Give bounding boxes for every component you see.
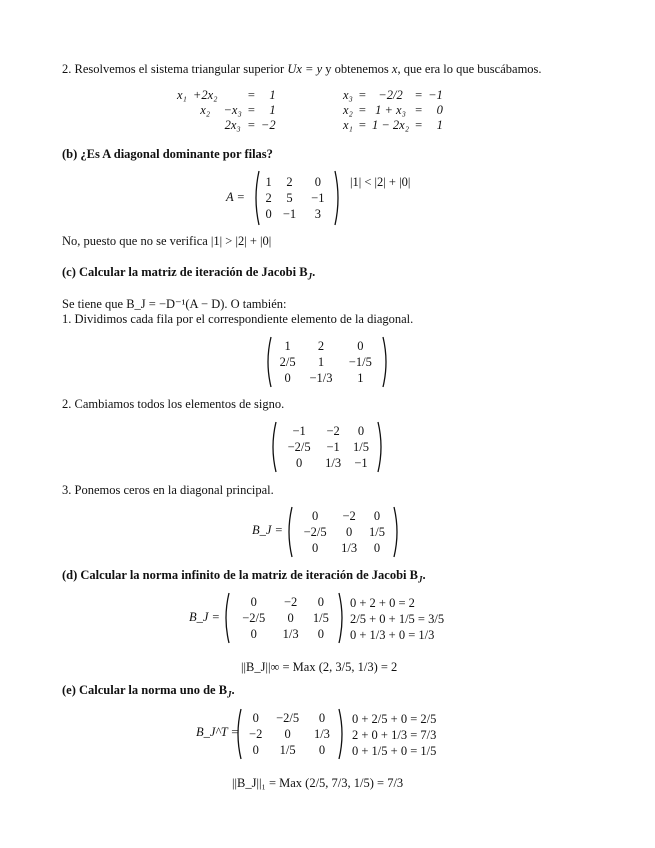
matrix-bjt-entry: −2/5 [276,710,300,725]
col-sum-3: 0 + 1/5 + 0 = 1/5 [352,744,437,758]
system-right-cell: 0 [436,103,443,117]
row-sum-2: 2/5 + 0 + 1/5 = 3/5 [350,612,445,626]
matrix-a-row [262,190,332,206]
step2-mid: y obtenemos [325,62,389,76]
matrix-negated-right-paren [377,421,385,473]
step2-tail: , que era lo que buscábamos. [397,62,542,76]
matrix-divided-row [274,338,380,354]
matrix-divided-entry: 1 [357,370,364,385]
matrix-negated-left-paren [269,421,277,473]
system-right-cell: 1 [436,118,443,132]
section-e-heading: (e) Calcular la norma uno de $B_J$. [62,683,235,700]
matrix-negated-row [279,423,375,439]
system-left-cell: 1 [269,103,276,117]
matrix-a-cells [262,174,332,222]
matrix-bjt-row [244,742,336,758]
system-right-cell: = [358,88,366,102]
matrix-negated-entry: −1 [326,439,340,454]
matrix-a-entry: 3 [314,206,321,221]
system-left-cell: x₂ [200,103,211,117]
matrix-divided [264,336,390,388]
col-sum-2: 2 + 0 + 1/3 = 7/3 [352,728,437,742]
matrix-divided-entry: 1 [317,354,325,369]
system-left-cell: = [247,103,255,117]
step2-text: 2. Resolvemos el sistema triangular superior [62,62,285,76]
system-left-cell: = [247,118,255,132]
matrix-divided-cells [274,338,380,386]
system-left-cell: 1 [269,88,276,102]
matrix-a-entry: −1 [311,190,325,205]
matrix-divided-entry: 2/5 [279,354,296,369]
system-right-cell: = [415,103,423,117]
matrix-negated-entry: −1 [354,455,368,470]
matrix-bj-d-row [232,626,336,642]
matrix-a-left-paren [252,170,260,226]
matrix-bj-cells [295,508,391,556]
matrix-divided-row [274,370,380,386]
system-right-cell: 1 − 2x₂ [371,118,410,132]
system-right [340,88,446,133]
matrix-bj-d [222,592,346,644]
system-right-cell: −1 [428,88,443,102]
matrix-bj-d-entry: −2/5 [242,610,266,625]
system-left-cell [174,103,190,118]
matrix-bj-left-paren [285,506,293,558]
matrix-bj-entry: −2/5 [303,524,327,539]
matrix-bjt-cells [244,710,336,758]
matrix-divided-entry: −1/5 [348,354,372,369]
matrix-a-right-paren [334,170,342,226]
system-right-cell: 1 + x₃ [375,103,406,117]
matrix-a-entry: 2 [286,174,293,189]
section-d-heading-sub: J [418,574,423,585]
row-sum-1: 0 + 2 + 0 = 2 [350,596,415,610]
row-sums [350,595,444,643]
section-d-heading: (d) Calcular la norma infinito de la matriz de iteración de Jacobi $B_J$. [62,568,426,585]
system-left-cell: −x₃ [223,103,242,117]
system-left-row [174,118,279,133]
matrix-negated-entry: 1/3 [325,455,342,470]
step2-line [62,62,542,77]
matrix-bjt [234,708,346,760]
section-e-heading-sub: J [227,689,232,700]
system-right-cell: = [358,118,366,132]
system-right-cell: −2/2 [378,88,403,102]
step2-equation: Ux = y [287,62,323,76]
matrix-bj-d-entry: 0 [317,594,324,609]
system-left-cell: x₁ [177,88,187,102]
matrix-negated-row [279,455,375,471]
matrix-divided-entry: 2 [317,338,325,353]
system-right-row [340,88,446,103]
matrix-negated-cells [279,423,375,471]
section-b-heading: (b) ¿Es A diagonal dominante por filas? [62,147,273,161]
section-c-heading: (c) Calcular la matriz de iteración de Jacobi $B_J$. [62,265,316,282]
matrix-bj-d-left-paren [222,592,230,644]
matrix-divided-entry: 0 [284,370,291,385]
system-right-cell: x₂ [343,103,353,117]
section-c-step3: 3. Ponemos ceros en la diagonal principal. [62,483,274,497]
matrix-a [252,170,342,226]
matrix-divided-left-paren [264,336,272,388]
matrix-bjt-label: B_J^T = [196,725,239,739]
matrix-negated-entry: −2 [326,423,340,438]
system-right-row [340,103,446,118]
matrix-bjt-left-paren [234,708,242,760]
norm-one-result: ||B_J||₁ = Max (2/5, 7/3, 1/5) = 7/3 [232,776,404,790]
matrix-bjt-entry: 0 [252,710,259,725]
matrix-negated-entry: 0 [295,455,303,470]
matrix-negated-entry: 0 [357,423,365,438]
matrix-bj-d-entry: 1/3 [282,626,299,641]
matrix-bj-d-right-paren [338,592,346,644]
matrix-a-entry: 1 [265,174,272,189]
system-left-row [174,103,279,118]
section-c-step1: 1. Dividimos cada fila por el correspondiente elemento de la diagonal. [62,312,414,326]
system-right-cell: = [415,88,423,102]
matrix-bjt-entry: 0 [318,710,326,725]
system-left-cell [221,88,245,103]
matrix-bj-d-entry: 0 [317,626,324,641]
system-right-cell: = [358,103,366,117]
matrix-bj-entry: 0 [311,508,319,523]
matrix-bj-d-entry: 0 [250,626,257,641]
matrix-bj-d-entry: 0 [287,610,294,625]
matrix-a-label: A = [226,190,245,204]
matrix-a-entry: −1 [282,206,297,221]
system-left-cell [174,118,190,133]
matrix-bj-d-entry: −2 [284,594,298,609]
system-right-cell: = [415,118,423,132]
matrix-bjt-right-paren [338,708,346,760]
matrix-divided-entry: 1 [284,338,291,353]
matrix-bjt-entry: 0 [252,742,259,757]
matrix-bj-d-row [232,610,336,626]
matrix-divided-entry: −1/3 [309,370,333,385]
matrix-negated-entry: −2/5 [287,439,311,454]
row-sum-3: 0 + 1/3 + 0 = 1/3 [350,628,435,642]
system-left-cell: +2x₂ [192,88,218,102]
matrix-bjt-entry: 1/5 [279,742,296,757]
matrix-divided-row [274,354,380,370]
matrix-bj-d-entry: 0 [250,594,257,609]
system-right-cell: x₁ [343,118,353,132]
matrix-bj-row [295,508,391,524]
col-sum-1: 0 + 2/5 + 0 = 2/5 [352,712,437,726]
section-b-answer: No, puesto que no se verifica |1| > |2| + |0| [62,234,272,248]
matrix-bjt-entry: −2 [249,726,263,741]
matrix-bj-row [295,524,391,540]
matrix-bj-entry: 1/3 [341,540,358,555]
matrix-a-entry: 5 [286,190,293,205]
matrix-negated [269,421,385,473]
system-right-row [340,118,446,133]
matrix-bjt-row [244,726,336,742]
section-c-step2: 2. Cambiamos todos los elementos de signo. [62,397,285,411]
matrix-bj-entry: 1/5 [369,524,386,539]
matrix-bjt-entry: 0 [284,726,291,741]
matrix-bj-right-paren [393,506,401,558]
section-d-heading-text: (d) Calcular la norma infinito de la matriz de iteración de Jacobi B [62,568,418,582]
matrix-bj [285,506,401,558]
column-sums [352,711,436,759]
system-left-cell: −2 [260,118,276,132]
system-right-cell: x₃ [343,88,353,102]
matrix-a-entry: 0 [265,206,272,221]
system-left-cell [190,118,221,133]
matrix-a-row [262,206,332,222]
matrix-bj-row [295,540,391,556]
system-left [174,88,279,133]
matrix-divided-entry: 0 [357,338,364,353]
matrix-bj-entry: −2 [342,508,356,523]
matrix-divided-right-paren [382,336,390,388]
system-left-cell: = [247,88,255,102]
matrix-bjt-entry: 0 [318,742,326,757]
matrix-bjt-entry: 1/3 [313,726,330,741]
norm-infinity-result: ||B_J||∞ = Max (2, 3/5, 1/3) = 2 [241,660,398,674]
matrix-bj-label-d: B_J = [189,610,220,624]
section-c-heading-text: (c) Calcular la matriz de iteración de Jacobi B [62,265,308,279]
section-c-intro: Se tiene que B_J = −D⁻¹(A − D). O también: [62,297,287,311]
matrix-a-entry: 0 [314,174,321,189]
matrix-bjt-row [244,710,336,726]
system-left-cell: 2x₃ [224,118,241,132]
matrix-a-row [262,174,332,190]
matrix-bj-d-cells [232,594,336,642]
matrix-negated-entry: 1/5 [353,439,370,454]
matrix-bj-entry: 0 [311,540,319,555]
matrix-bj-entry: 0 [373,540,381,555]
matrix-bj-label: B_J = [252,523,283,537]
matrix-bj-entry: 0 [373,508,381,523]
step2-var: x [391,62,398,76]
matrix-a-condition: |1| < |2| + |0| [350,175,411,189]
matrix-bj-d-row [232,594,336,610]
matrix-negated-row [279,439,375,455]
matrix-negated-entry: −1 [292,423,306,438]
section-e-heading-text: (e) Calcular la norma uno de B [62,683,228,697]
section-c-heading-sub: J [307,271,313,282]
matrix-bj-d-entry: 1/5 [312,610,329,625]
matrix-bj-entry: 0 [346,524,353,539]
matrix-a-entry: 2 [265,190,272,205]
system-left-row [174,88,279,103]
